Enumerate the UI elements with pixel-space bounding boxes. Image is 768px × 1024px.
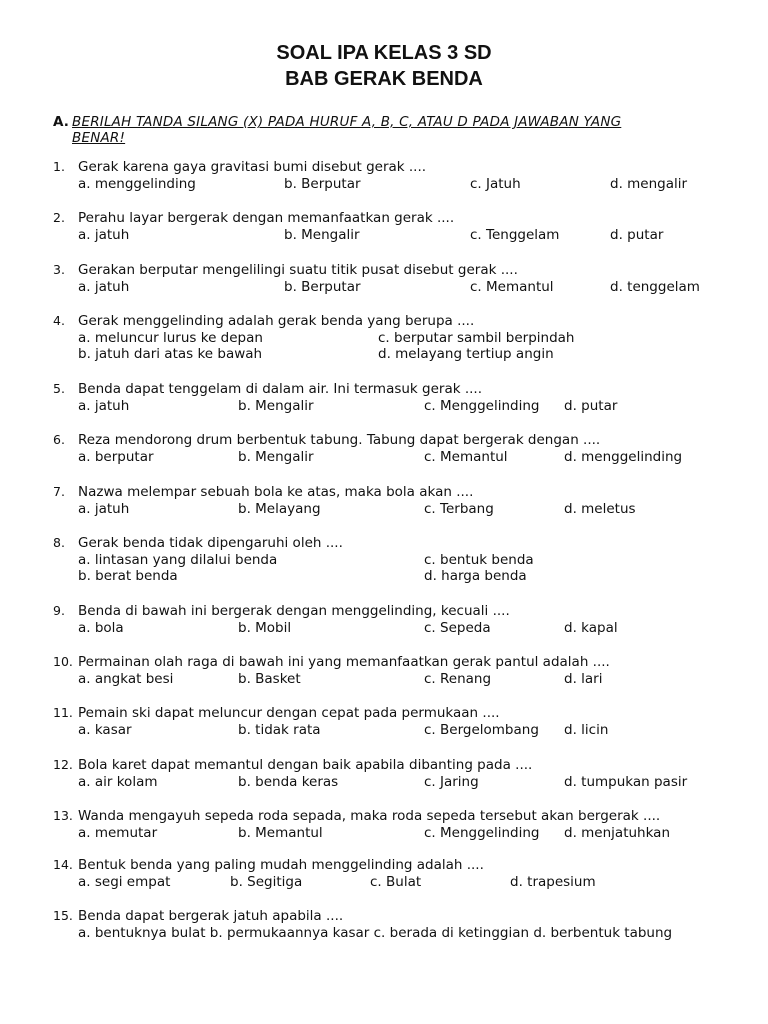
- answer-option[interactable]: b. tidak rata: [238, 722, 321, 738]
- question-text: Gerak benda tidak dipengaruhi oleh ....: [78, 535, 343, 551]
- answer-option[interactable]: b. Berputar: [284, 176, 361, 192]
- answer-option[interactable]: a. meluncur lurus ke depan: [78, 330, 263, 346]
- question-number: 15.: [53, 908, 73, 923]
- answer-row: [78, 330, 758, 347]
- answer-option[interactable]: c. Jatuh: [470, 176, 521, 192]
- answer-option[interactable]: b. jatuh dari atas ke bawah: [78, 346, 263, 362]
- question-number: 3.: [53, 262, 65, 277]
- answer-option[interactable]: d. putar: [564, 398, 618, 414]
- question-text: Gerakan berputar mengelilingi suatu titik pusat disebut gerak ....: [78, 262, 518, 278]
- answer-option[interactable]: c. Menggelinding: [424, 398, 540, 414]
- answer-option[interactable]: b. Memantul: [238, 825, 323, 841]
- question-number: 7.: [53, 484, 65, 499]
- answer-option[interactable]: d. tenggelam: [610, 279, 700, 295]
- answer-option[interactable]: a. jatuh: [78, 501, 130, 517]
- answer-option[interactable]: b. Mobil: [238, 620, 292, 636]
- question-number: 4.: [53, 313, 65, 328]
- answer-option[interactable]: b. Berputar: [284, 279, 361, 295]
- answer-option[interactable]: c. bentuk benda: [424, 552, 534, 568]
- answer-option[interactable]: d. putar: [610, 227, 664, 243]
- answer-option[interactable]: c. berputar sambil berpindah: [378, 330, 575, 346]
- answer-option[interactable]: a. angkat besi: [78, 671, 174, 687]
- answer-option[interactable]: b. Mengalir: [284, 227, 360, 243]
- answer-option[interactable]: a. lintasan yang dilalui benda: [78, 552, 278, 568]
- question-text: Gerak menggelinding adalah gerak benda yang berupa ....: [78, 313, 475, 329]
- answer-option[interactable]: a. jatuh: [78, 279, 130, 295]
- answer-row: [78, 398, 758, 415]
- answer-option[interactable]: d. melayang tertiup angin: [378, 346, 554, 362]
- section-label: A.: [53, 114, 69, 130]
- answer-option[interactable]: c. Sepeda: [424, 620, 491, 636]
- answer-option[interactable]: b. berat benda: [78, 568, 178, 584]
- question-number: 13.: [53, 808, 73, 823]
- answer-options: a. bentuknya bulat b. permukaannya kasar c. berada di ketinggian d. berbentuk tabung: [78, 925, 673, 941]
- answer-option[interactable]: d. meletus: [564, 501, 636, 517]
- question-number: 6.: [53, 432, 65, 447]
- question-number: 14.: [53, 857, 73, 872]
- answer-option[interactable]: b. Mengalir: [238, 449, 314, 465]
- answer-option[interactable]: a. bola: [78, 620, 124, 636]
- answer-row: [78, 279, 758, 296]
- answer-row: [78, 346, 758, 363]
- answer-row: [78, 722, 758, 739]
- question-text: Pemain ski dapat meluncur dengan cepat pada permukaan ....: [78, 705, 500, 721]
- question-number: 12.: [53, 757, 73, 772]
- answer-option[interactable]: a. menggelinding: [78, 176, 196, 192]
- answer-option[interactable]: d. menjatuhkan: [564, 825, 671, 841]
- answer-option[interactable]: c. Menggelinding: [424, 825, 540, 841]
- answer-row: [78, 620, 758, 637]
- question-text: Benda di bawah ini bergerak dengan menggelinding, kecuali ....: [78, 603, 510, 619]
- question-text: Bentuk benda yang paling mudah menggelinding adalah ....: [78, 857, 484, 873]
- answer-option[interactable]: a. kasar: [78, 722, 132, 738]
- answer-option[interactable]: c. Bergelombang: [424, 722, 539, 738]
- answer-option[interactable]: c. Memantul: [470, 279, 554, 295]
- page-title: SOAL IPA KELAS 3 SD: [276, 42, 492, 64]
- question-number: 8.: [53, 535, 65, 550]
- answer-option[interactable]: d. licin: [564, 722, 609, 738]
- answer-option[interactable]: d. menggelinding: [564, 449, 683, 465]
- question-text: Wanda mengayuh sepeda roda sepada, maka roda sepeda tersebut akan bergerak ....: [78, 808, 661, 824]
- question-text: Gerak karena gaya gravitasi bumi disebut gerak ....: [78, 159, 427, 175]
- answer-option[interactable]: b. Mengalir: [238, 398, 314, 414]
- answer-option[interactable]: c. Tenggelam: [470, 227, 560, 243]
- answer-option[interactable]: a. jatuh: [78, 227, 130, 243]
- answer-row: [78, 568, 758, 585]
- question-text: Benda dapat tenggelam di dalam air. Ini termasuk gerak ....: [78, 381, 483, 397]
- answer-option[interactable]: b. Segitiga: [230, 874, 303, 890]
- answer-option[interactable]: d. lari: [564, 671, 603, 687]
- answer-option[interactable]: d. harga benda: [424, 568, 527, 584]
- answer-option[interactable]: a. memutar: [78, 825, 158, 841]
- answer-row: [78, 227, 758, 244]
- answer-option[interactable]: d. trapesium: [510, 874, 596, 890]
- question-number: 10.: [53, 654, 73, 669]
- instruction-line-1: BERILAH TANDA SILANG (X) PADA HURUF A, B, C, ATAU D PADA JAWABAN YANG: [72, 114, 622, 130]
- instruction-line-2: BENAR!: [72, 130, 126, 146]
- question-number: 1.: [53, 159, 65, 174]
- question-number: 2.: [53, 210, 65, 225]
- answer-row: [78, 449, 758, 466]
- answer-option[interactable]: b. benda keras: [238, 774, 339, 790]
- answer-option[interactable]: b. Basket: [238, 671, 301, 687]
- question-text: Reza mendorong drum berbentuk tabung. Tabung dapat bergerak dengan ....: [78, 432, 601, 448]
- answer-row: [78, 176, 758, 193]
- answer-option[interactable]: c. Memantul: [424, 449, 508, 465]
- answer-option[interactable]: a. segi empat: [78, 874, 171, 890]
- question-text: Perahu layar bergerak dengan memanfaatkan gerak ....: [78, 210, 455, 226]
- answer-option[interactable]: c. Bulat: [370, 874, 422, 890]
- answer-option[interactable]: a. jatuh: [78, 398, 130, 414]
- question-text: Permainan olah raga di bawah ini yang memanfaatkan gerak pantul adalah ....: [78, 654, 610, 670]
- answer-row: [78, 501, 758, 518]
- question-number: 5.: [53, 381, 65, 396]
- question-text: Bola karet dapat memantul dengan baik apabila dibanting pada ....: [78, 757, 533, 773]
- question-number: 11.: [53, 705, 73, 720]
- answer-row: [78, 874, 758, 891]
- answer-option[interactable]: d. tumpukan pasir: [564, 774, 688, 790]
- answer-option[interactable]: c. Renang: [424, 671, 492, 687]
- question-number: 9.: [53, 603, 65, 618]
- answer-option[interactable]: c. Jaring: [424, 774, 479, 790]
- answer-option[interactable]: d. mengalir: [610, 176, 688, 192]
- answer-row: [78, 552, 758, 569]
- question-text: Benda dapat bergerak jatuh apabila ....: [78, 908, 344, 924]
- section-instruction: [53, 114, 733, 146]
- answer-option[interactable]: d. kapal: [564, 620, 618, 636]
- answer-option[interactable]: b. Melayang: [238, 501, 321, 517]
- answer-option[interactable]: a. berputar: [78, 449, 154, 465]
- question-text: Nazwa melempar sebuah bola ke atas, maka bola akan ....: [78, 484, 474, 500]
- answer-option[interactable]: a. air kolam: [78, 774, 158, 790]
- page-subtitle: BAB GERAK BENDA: [285, 68, 483, 90]
- answer-row: [78, 774, 758, 791]
- answer-row: [78, 825, 758, 842]
- answer-option[interactable]: c. Terbang: [424, 501, 494, 517]
- answer-row: [78, 671, 758, 688]
